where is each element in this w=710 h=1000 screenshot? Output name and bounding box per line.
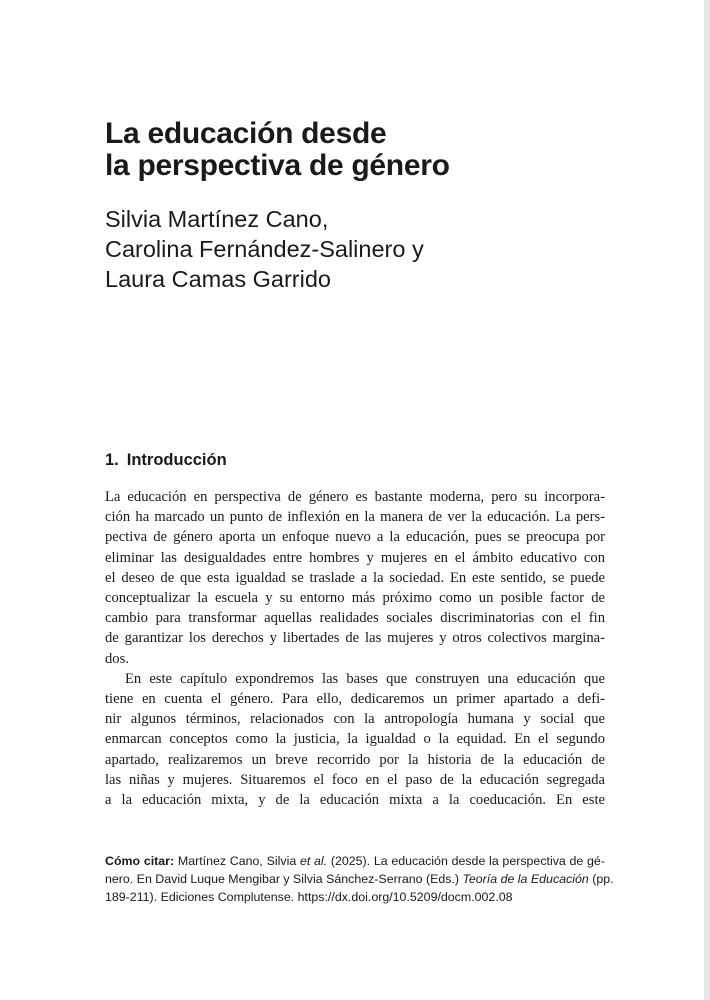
citation-text: (2025). La educación desde la perspectiva de gé- [330, 854, 605, 868]
chapter-title-line: La educación desde [105, 117, 387, 150]
section-number: 1. [105, 451, 119, 469]
body-line: dos. [105, 650, 129, 667]
body-line: apartado, realizaremos un breve recorrido por la historia de la educación de [105, 751, 605, 768]
citation-text: Martínez Cano, Silvia [177, 854, 297, 868]
author-line: Carolina Fernández-Salinero y [105, 236, 424, 262]
body-line: de garantizar los derechos y libertades de las mujeres y otros colectivos margina- [105, 630, 605, 647]
section-title: Introducción [126, 451, 227, 469]
author-line: Laura Camas Garrido [105, 266, 331, 292]
body-line: tiene en cuenta el género. Para ello, dedicaremos un primer apartado a defi- [105, 691, 605, 708]
body-line: nir algunos términos, relacionados con la antropología humana y social que [105, 711, 605, 728]
citation-etal: et al. [299, 854, 328, 868]
body-line: cambio para transformar aquellas realidades sociales discriminatorias con el fin [105, 610, 605, 627]
body-line: el deseo de que esta igualdad se traslade a la sociedad. En este sentido, se puede [105, 569, 605, 586]
chapter-authors [105, 204, 645, 294]
body-line: enmarcan conceptos como la justicia, la igualdad o la equidad. En el segundo [105, 731, 605, 748]
author-line: Silvia Martínez Cano, [105, 206, 329, 232]
page-edge [704, 0, 710, 1000]
body-line: eliminar las desigualdades entre hombres y mujeres en el ámbito educativo con [105, 549, 605, 566]
citation-text: (pp. [592, 872, 614, 886]
body-text [105, 487, 605, 810]
citation-line [105, 852, 605, 870]
body-line: las niñas y mujeres. Situaremos el foco en el paso de la educación segregada [105, 771, 605, 788]
body-line: pectiva de género aporta un enfoque nuevo a la educación, pues se preocupa por [105, 529, 605, 546]
chapter-title [105, 118, 625, 182]
citation-book-title: Teoría de la Educación [462, 872, 589, 886]
citation-note [105, 852, 614, 906]
section-heading [105, 449, 227, 471]
body-line: a la educación mixta, y de la educación mixta a la coeducación. En este [105, 792, 605, 809]
citation-label: Cómo citar: [105, 854, 175, 868]
citation-line: 189-211). Ediciones Complutense. https://dx.doi.org/10.5209/docm.002.08 [105, 890, 513, 904]
body-line: La educación en perspectiva de género es bastante moderna, pero su incorpora- [105, 489, 605, 505]
citation-text: nero. En David Luque Mengibar y Silvia Sánchez-Serrano (Eds.) [105, 872, 460, 886]
citation-line [105, 870, 614, 888]
body-line: En este capítulo expondremos las bases que construyen una educación que [125, 670, 605, 687]
body-line: ción ha marcado un punto de inflexión en la manera de ver la educación. La pers- [105, 509, 605, 526]
body-line: conceptualizar la escuela y su entorno más próximo como un posible factor de [105, 590, 605, 607]
chapter-title-line: la perspectiva de género [105, 149, 450, 182]
